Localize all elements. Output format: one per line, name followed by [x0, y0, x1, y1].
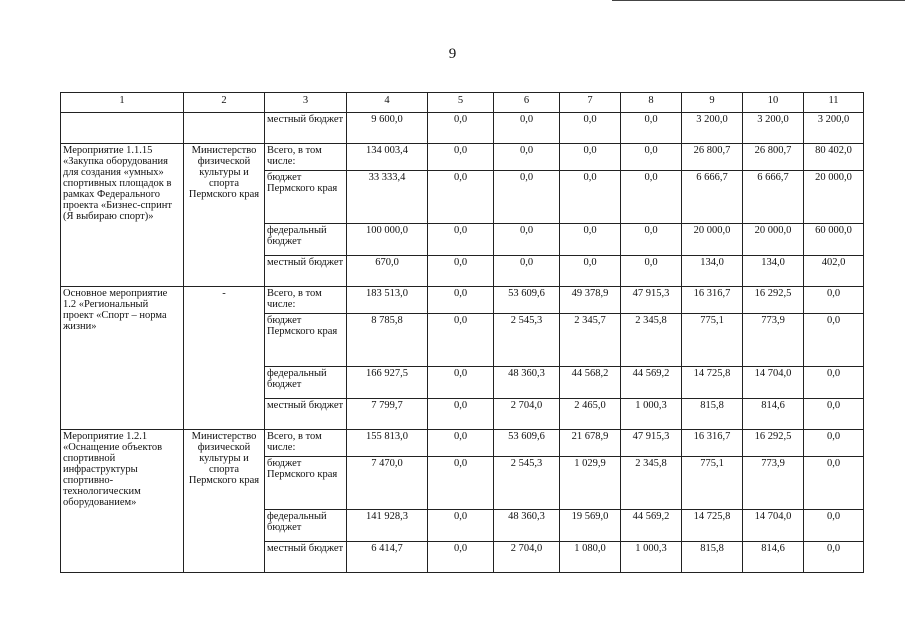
- amount-cell: 49 378,9: [560, 287, 621, 314]
- amount-cell: 0,0: [428, 367, 494, 399]
- column-numbers-row: [61, 93, 864, 113]
- amount-cell: 2 345,8: [621, 457, 682, 510]
- amount-cell: 26 800,7: [743, 144, 804, 171]
- activity-name: [61, 113, 184, 144]
- amount-cell: 16 292,5: [743, 287, 804, 314]
- column-header: 10: [743, 93, 804, 113]
- amount-cell: 0,0: [428, 542, 494, 573]
- amount-cell: 166 927,5: [347, 367, 428, 399]
- amount-cell: 815,8: [682, 399, 743, 430]
- executor: Министерство физической культуры и спорта Пермского края: [184, 144, 265, 287]
- column-header: 9: [682, 93, 743, 113]
- amount-cell: 2 345,8: [621, 314, 682, 367]
- amount-cell: 0,0: [804, 542, 864, 573]
- amount-cell: 141 928,3: [347, 510, 428, 542]
- funding-source: федеральный бюджет: [265, 510, 347, 542]
- amount-cell: 775,1: [682, 457, 743, 510]
- amount-cell: 21 678,9: [560, 430, 621, 457]
- funding-source: Всего, в том числе:: [265, 287, 347, 314]
- amount-cell: 815,8: [682, 542, 743, 573]
- executor: Министерство физической культуры и спорта Пермского края: [184, 430, 265, 573]
- activity-name: Мероприятие 1.2.1 «Оснащение объектов спортивной инфраструктуры спортивно-технологическим оборудованием»: [61, 430, 184, 573]
- amount-cell: 814,6: [743, 399, 804, 430]
- amount-cell: 53 609,6: [494, 430, 560, 457]
- amount-cell: 0,0: [621, 256, 682, 287]
- amount-cell: 7 799,7: [347, 399, 428, 430]
- amount-cell: 1 029,9: [560, 457, 621, 510]
- amount-cell: 20 000,0: [743, 224, 804, 256]
- budget-table: [60, 92, 864, 573]
- amount-cell: 0,0: [494, 144, 560, 171]
- column-header: 3: [265, 93, 347, 113]
- amount-cell: 0,0: [560, 113, 621, 144]
- amount-cell: 0,0: [428, 314, 494, 367]
- funding-source: бюджет Пермского края: [265, 171, 347, 224]
- amount-cell: 775,1: [682, 314, 743, 367]
- amount-cell: 0,0: [494, 224, 560, 256]
- executor: -: [184, 287, 265, 430]
- amount-cell: 0,0: [428, 171, 494, 224]
- funding-source: бюджет Пермского края: [265, 457, 347, 510]
- column-header: 7: [560, 93, 621, 113]
- amount-cell: 48 360,3: [494, 367, 560, 399]
- funding-source: местный бюджет: [265, 399, 347, 430]
- funding-source: федеральный бюджет: [265, 224, 347, 256]
- amount-cell: 773,9: [743, 457, 804, 510]
- amount-cell: 7 470,0: [347, 457, 428, 510]
- amount-cell: 26 800,7: [682, 144, 743, 171]
- amount-cell: 20 000,0: [804, 171, 864, 224]
- amount-cell: 47 915,3: [621, 287, 682, 314]
- amount-cell: 773,9: [743, 314, 804, 367]
- amount-cell: 183 513,0: [347, 287, 428, 314]
- amount-cell: 2 465,0: [560, 399, 621, 430]
- amount-cell: 2 704,0: [494, 542, 560, 573]
- amount-cell: 0,0: [428, 457, 494, 510]
- amount-cell: 19 569,0: [560, 510, 621, 542]
- amount-cell: 6 414,7: [347, 542, 428, 573]
- funding-source: местный бюджет: [265, 542, 347, 573]
- column-header: 4: [347, 93, 428, 113]
- amount-cell: 0,0: [621, 144, 682, 171]
- funding-source: Всего, в том числе:: [265, 144, 347, 171]
- amount-cell: 44 568,2: [560, 367, 621, 399]
- amount-cell: 0,0: [428, 510, 494, 542]
- page-number: 9: [448, 46, 457, 62]
- amount-cell: 6 666,7: [743, 171, 804, 224]
- activity-name: Основное мероприятие 1.2 «Региональный проект «Спорт – норма жизни»: [61, 287, 184, 430]
- amount-cell: 0,0: [560, 171, 621, 224]
- amount-cell: 0,0: [428, 113, 494, 144]
- amount-cell: 3 200,0: [743, 113, 804, 144]
- executor: [184, 113, 265, 144]
- amount-cell: 6 666,7: [682, 171, 743, 224]
- table-row: [61, 144, 864, 171]
- amount-cell: 0,0: [428, 430, 494, 457]
- amount-cell: 16 292,5: [743, 430, 804, 457]
- amount-cell: 0,0: [621, 171, 682, 224]
- amount-cell: 670,0: [347, 256, 428, 287]
- amount-cell: 14 704,0: [743, 367, 804, 399]
- amount-cell: 0,0: [428, 399, 494, 430]
- amount-cell: 0,0: [804, 457, 864, 510]
- amount-cell: 134,0: [682, 256, 743, 287]
- amount-cell: 0,0: [804, 287, 864, 314]
- funding-source: местный бюджет: [265, 113, 347, 144]
- amount-cell: 3 200,0: [682, 113, 743, 144]
- amount-cell: 16 316,7: [682, 430, 743, 457]
- top-rule: [612, 0, 905, 1]
- amount-cell: 1 000,3: [621, 399, 682, 430]
- amount-cell: 0,0: [428, 144, 494, 171]
- activity-name: Мероприятие 1.1.15 «Закупка оборудования для создания «умных» спортивных площадок в рамках Федерального проекта «Бизнес-спринт (Я выбираю спорт)»: [61, 144, 184, 287]
- funding-source: бюджет Пермского края: [265, 314, 347, 367]
- amount-cell: 814,6: [743, 542, 804, 573]
- amount-cell: 60 000,0: [804, 224, 864, 256]
- amount-cell: 16 316,7: [682, 287, 743, 314]
- amount-cell: 0,0: [560, 224, 621, 256]
- amount-cell: 2 545,3: [494, 314, 560, 367]
- amount-cell: 100 000,0: [347, 224, 428, 256]
- column-header: 2: [184, 93, 265, 113]
- amount-cell: 0,0: [560, 256, 621, 287]
- column-header: 1: [61, 93, 184, 113]
- amount-cell: 20 000,0: [682, 224, 743, 256]
- amount-cell: 0,0: [621, 224, 682, 256]
- amount-cell: 0,0: [804, 399, 864, 430]
- amount-cell: 2 545,3: [494, 457, 560, 510]
- funding-source: местный бюджет: [265, 256, 347, 287]
- table-row: [61, 430, 864, 457]
- amount-cell: 2 704,0: [494, 399, 560, 430]
- table-body: [61, 113, 864, 573]
- amount-cell: 33 333,4: [347, 171, 428, 224]
- amount-cell: 8 785,8: [347, 314, 428, 367]
- amount-cell: 44 569,2: [621, 367, 682, 399]
- amount-cell: 0,0: [428, 287, 494, 314]
- amount-cell: 47 915,3: [621, 430, 682, 457]
- amount-cell: 402,0: [804, 256, 864, 287]
- amount-cell: 14 725,8: [682, 510, 743, 542]
- column-header: 8: [621, 93, 682, 113]
- amount-cell: 53 609,6: [494, 287, 560, 314]
- amount-cell: 0,0: [804, 314, 864, 367]
- column-header: 5: [428, 93, 494, 113]
- column-header: 6: [494, 93, 560, 113]
- amount-cell: 0,0: [494, 171, 560, 224]
- amount-cell: 134,0: [743, 256, 804, 287]
- amount-cell: 44 569,2: [621, 510, 682, 542]
- amount-cell: 0,0: [804, 430, 864, 457]
- amount-cell: 2 345,7: [560, 314, 621, 367]
- amount-cell: 14 704,0: [743, 510, 804, 542]
- amount-cell: 0,0: [494, 256, 560, 287]
- table-row: [61, 287, 864, 314]
- amount-cell: 0,0: [804, 367, 864, 399]
- amount-cell: 134 003,4: [347, 144, 428, 171]
- funding-source: Всего, в том числе:: [265, 430, 347, 457]
- amount-cell: 0,0: [428, 224, 494, 256]
- table-row: [61, 113, 864, 144]
- amount-cell: 1 000,3: [621, 542, 682, 573]
- amount-cell: 80 402,0: [804, 144, 864, 171]
- amount-cell: 1 080,0: [560, 542, 621, 573]
- amount-cell: 0,0: [494, 113, 560, 144]
- funding-source: федеральный бюджет: [265, 367, 347, 399]
- amount-cell: 0,0: [560, 144, 621, 171]
- column-header: 11: [804, 93, 864, 113]
- amount-cell: 3 200,0: [804, 113, 864, 144]
- amount-cell: 48 360,3: [494, 510, 560, 542]
- amount-cell: 0,0: [428, 256, 494, 287]
- amount-cell: 155 813,0: [347, 430, 428, 457]
- amount-cell: 0,0: [621, 113, 682, 144]
- amount-cell: 9 600,0: [347, 113, 428, 144]
- amount-cell: 14 725,8: [682, 367, 743, 399]
- amount-cell: 0,0: [804, 510, 864, 542]
